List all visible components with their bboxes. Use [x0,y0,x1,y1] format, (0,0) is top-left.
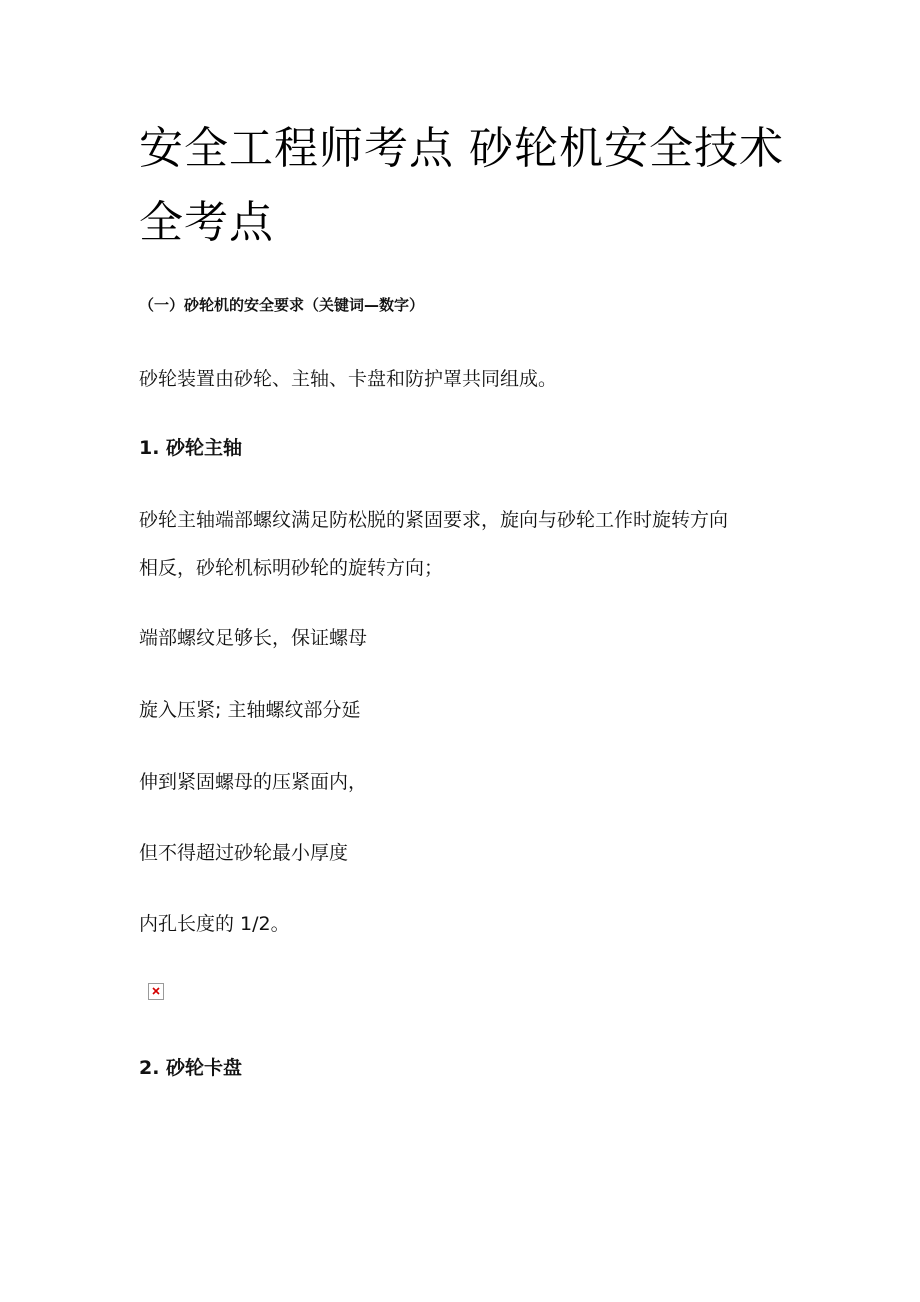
section-heading: （一）砂轮机的安全要求（关键词—数字） [139,296,425,314]
document-title: 安全工程师考点 砂轮机安全技术全考点 [139,123,784,248]
item1-line-4: 旋入压紧; 主轴螺纹部分延 [139,699,361,721]
intro-paragraph: 砂轮装置由砂轮、主轴、卡盘和防护罩共同组成。 [139,368,558,390]
broken-image-icon [148,983,164,1000]
item1-heading: 1. 砂轮主轴 [139,437,243,459]
item1-line-1: 砂轮主轴端部螺纹满足防松脱的紧固要求，旋向与砂轮工作时旋转方向 [139,509,729,531]
item1-line-7: 内孔长度的 1/2。 [139,913,290,935]
item1-line-5: 伸到紧固螺母的压紧面内， [139,771,368,793]
item1-line-2: 相反，砂轮机标明砂轮的旋转方向； [139,557,444,579]
item1-line-6: 但不得超过砂轮最小厚度 [139,842,349,864]
broken-image-x-mark [152,987,160,995]
item1-line-3: 端部螺纹足够长，保证螺母 [139,627,368,649]
item2-heading: 2. 砂轮卡盘 [139,1057,243,1079]
